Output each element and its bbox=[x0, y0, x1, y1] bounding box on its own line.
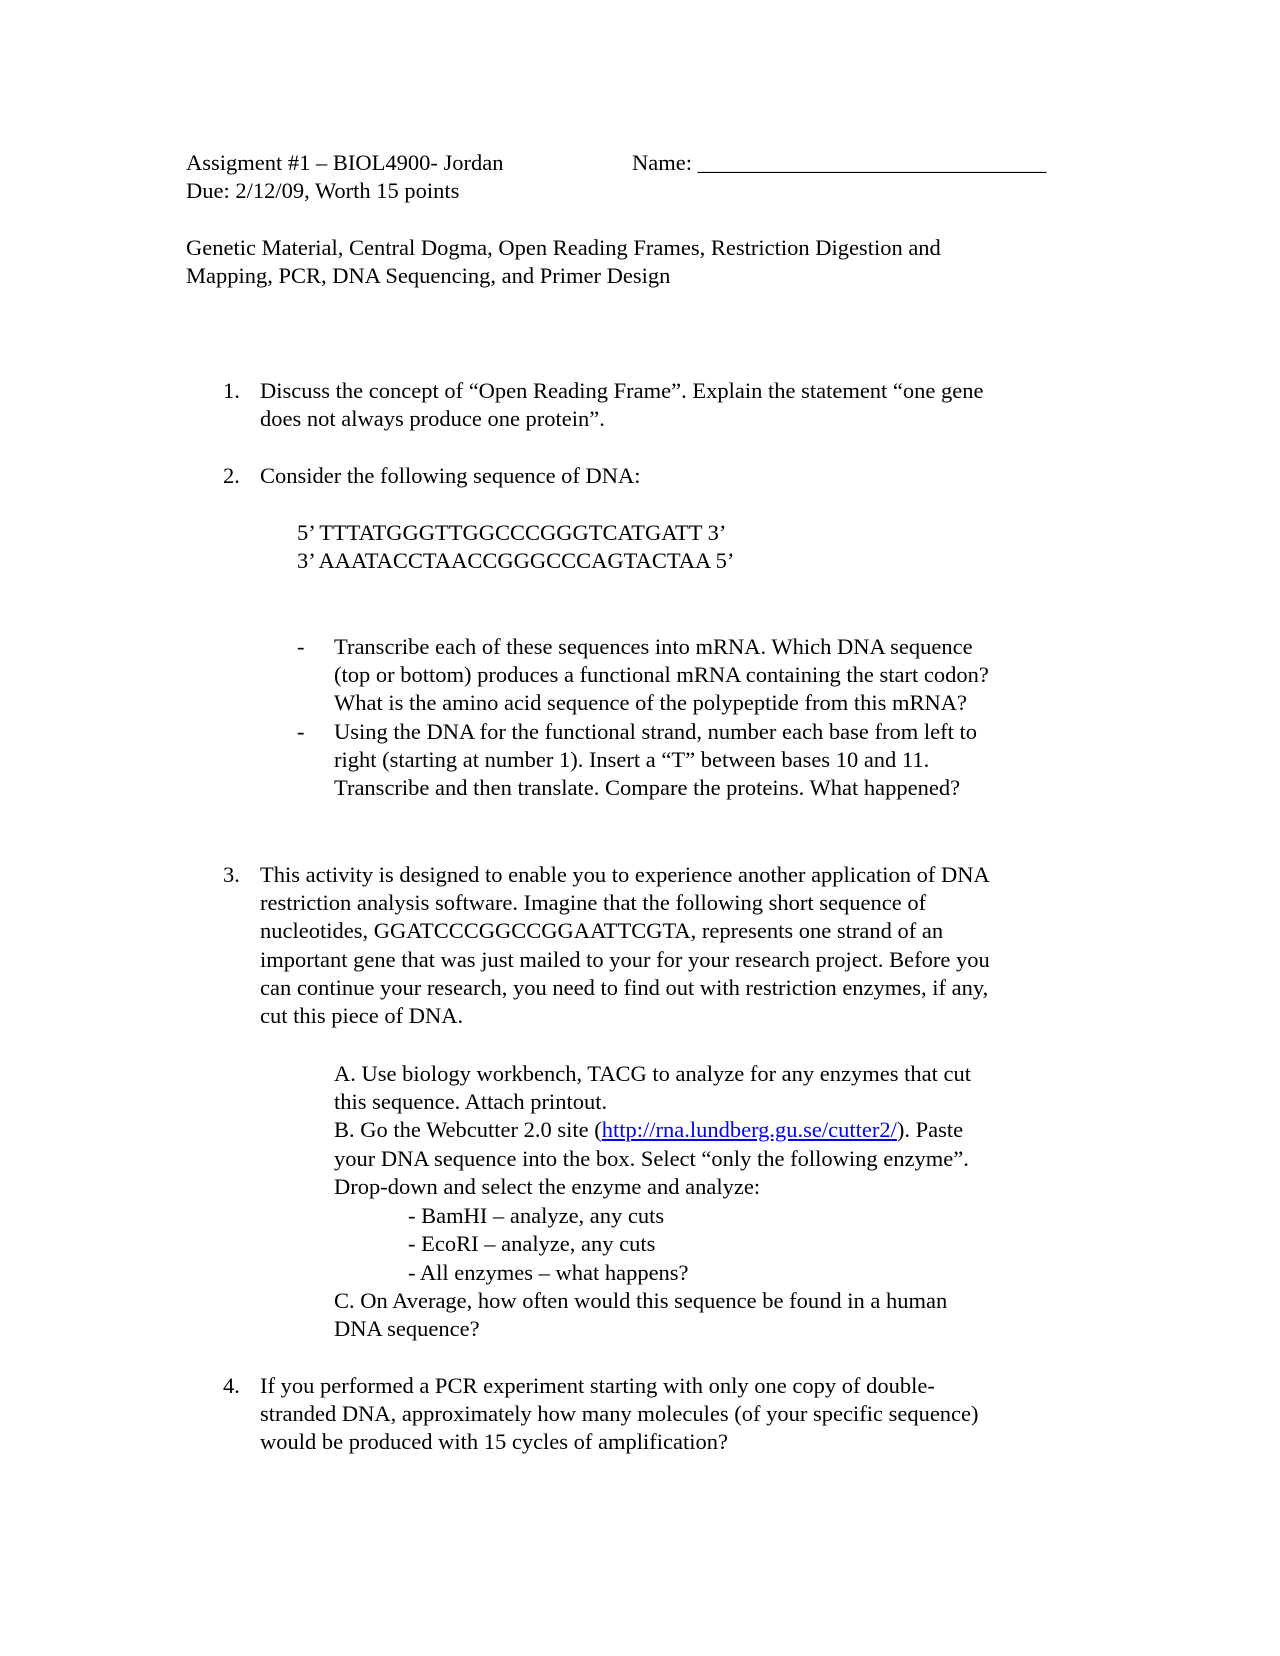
q2-line-1: Consider the following sequence of DNA: bbox=[260, 463, 641, 488]
q2-bullet-2-line-1: Using the DNA for the functional strand, number each base from left to bbox=[334, 719, 977, 744]
q3-line-4: important gene that was just mailed to your for your research project. Before you bbox=[260, 947, 990, 972]
q2-bullet-1-dash: - bbox=[297, 634, 305, 659]
q2-bullet-2-line-3: Transcribe and then translate. Compare the proteins. What happened? bbox=[334, 775, 961, 800]
q3-line-6: cut this piece of DNA. bbox=[260, 1003, 464, 1028]
webcutter-link[interactable]: http://rna.lundberg.gu.se/cutter2/ bbox=[601, 1117, 897, 1142]
q4-line-2: stranded DNA, approximately how many molecules (of your specific sequence) bbox=[260, 1401, 979, 1426]
assignment-title: Assigment #1 – BIOL4900- Jordan bbox=[186, 150, 504, 175]
name-field[interactable]: Name: _______________________________ bbox=[632, 150, 1047, 175]
dna-sequence-bottom: 3’ AAATACCTAACCGGGCCCAGTACTAA 5’ bbox=[297, 548, 735, 573]
enzyme-item-all: - All enzymes – what happens? bbox=[408, 1260, 689, 1285]
q4-line-1: If you performed a PCR experiment starting with only one copy of double- bbox=[260, 1373, 935, 1398]
q3-part-c-line-2: DNA sequence? bbox=[334, 1316, 480, 1341]
q3-part-b-line-1 bbox=[334, 1119, 963, 1142]
q3-part-b-suffix: ). Paste bbox=[896, 1117, 964, 1142]
q3-part-a-line-1: A. Use biology workbench, TACG to analyze for any enzymes that cut bbox=[334, 1061, 971, 1086]
q3-line-3: nucleotides, GGATCCCGGCCGGAATTCGTA, represents one strand of an bbox=[260, 918, 944, 943]
q1-line-2: does not always produce one protein”. bbox=[260, 406, 605, 431]
dna-sequence-top: 5’ TTTATGGGTTGGCCCGGGTCATGATT 3’ bbox=[297, 520, 727, 545]
q2-bullet-2-line-2: right (starting at number 1). Insert a “T” between bases 10 and 11. bbox=[334, 747, 930, 772]
q2-bullet-2-dash: - bbox=[297, 719, 305, 744]
q2-bullet-1-line-1: Transcribe each of these sequences into mRNA. Which DNA sequence bbox=[334, 634, 973, 659]
q2-number: 2. bbox=[223, 463, 240, 488]
enzyme-item-ecori: - EcoRI – analyze, any cuts bbox=[408, 1231, 656, 1256]
q1-line-1: Discuss the concept of “Open Reading Frame”. Explain the statement “one gene bbox=[260, 378, 984, 403]
q3-line-1: This activity is designed to enable you to experience another application of DNA bbox=[260, 862, 990, 887]
enzyme-item-bamhi: - BamHI – analyze, any cuts bbox=[408, 1203, 665, 1228]
q2-bullet-1-line-2: (top or bottom) produces a functional mRNA containing the start codon? bbox=[334, 662, 989, 687]
q4-number: 4. bbox=[223, 1373, 240, 1398]
q1-number: 1. bbox=[223, 378, 240, 403]
q3-part-a-line-2: this sequence. Attach printout. bbox=[334, 1089, 608, 1114]
topics-line-2: Mapping, PCR, DNA Sequencing, and Primer Design bbox=[186, 263, 671, 288]
q3-part-b-line-3: Drop-down and select the enzyme and analyze: bbox=[334, 1174, 761, 1199]
q3-part-b-prefix: B. Go the Webcutter 2.0 site ( bbox=[334, 1117, 602, 1142]
q3-number: 3. bbox=[223, 862, 240, 887]
q4-line-3: would be produced with 15 cycles of amplification? bbox=[260, 1429, 728, 1454]
due-date: Due: 2/12/09, Worth 15 points bbox=[186, 178, 460, 203]
topics-line-1: Genetic Material, Central Dogma, Open Reading Frames, Restriction Digestion and bbox=[186, 235, 941, 260]
q3-part-b-line-2: your DNA sequence into the box. Select “only the following enzyme”. bbox=[334, 1146, 969, 1171]
q3-line-2: restriction analysis software. Imagine that the following short sequence of bbox=[260, 890, 927, 915]
q3-part-c-line-1: C. On Average, how often would this sequence be found in a human bbox=[334, 1288, 948, 1313]
q2-bullet-1-line-3: What is the amino acid sequence of the polypeptide from this mRNA? bbox=[334, 690, 967, 715]
q3-line-5: can continue your research, you need to find out with restriction enzymes, if any, bbox=[260, 975, 989, 1000]
